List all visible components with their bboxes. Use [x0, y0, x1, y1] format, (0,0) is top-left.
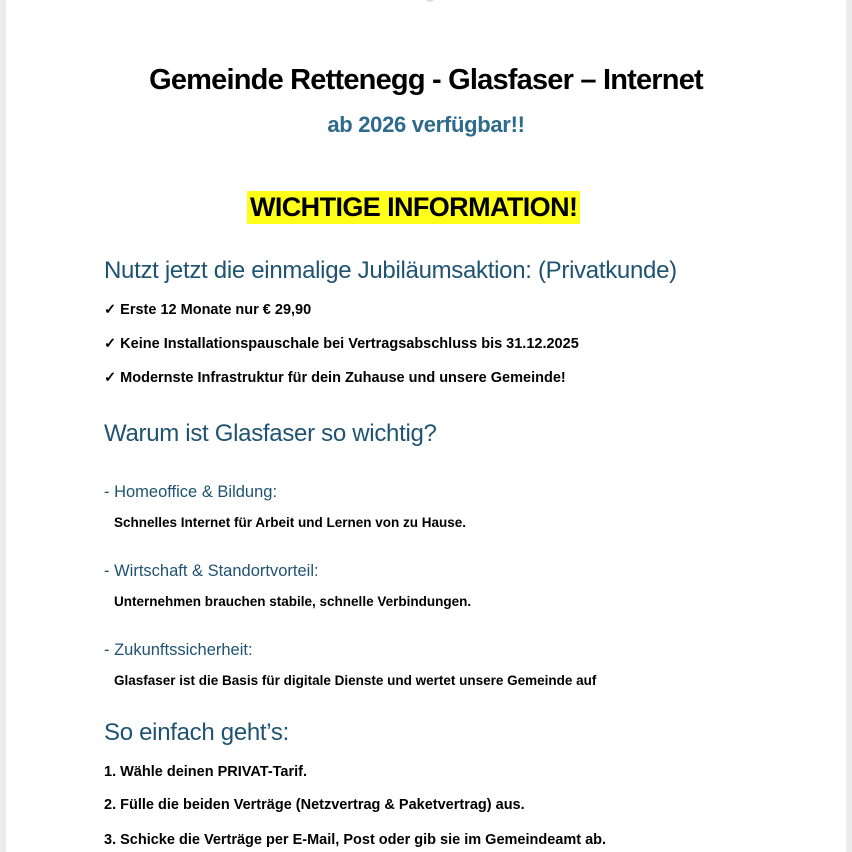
promo-heading: Nutzt jetzt die einmalige Jubiläumsaktion: (Privatkunde): [104, 257, 677, 284]
why-item-title: - Homeoffice & Bildung:: [104, 483, 278, 501]
why-item-title: - Wirtschaft & Standortvorteil:: [104, 562, 319, 580]
why-item-text: Schnelles Internet für Arbeit und Lernen von zu Hause.: [114, 515, 467, 530]
promo-item: ✓ Erste 12 Monate nur € 29,90: [104, 302, 312, 318]
highlighted-notice: WICHTIGE INFORMATION!: [247, 191, 580, 224]
subtitle: ab 2026 verfügbar!!: [327, 112, 525, 137]
step-item: 1. Wähle deinen PRIVAT-Tarif.: [104, 764, 308, 780]
page-title: Gemeinde Rettenegg - Glasfaser – Internet: [149, 64, 703, 96]
promo-item: ✓ Modernste Infrastruktur für dein Zuhause und unsere Gemeinde!: [104, 370, 566, 386]
why-heading: Warum ist Glasfaser so wichtig?: [104, 420, 437, 447]
promo-item: ✓ Keine Installationspauschale bei Vertragsabschluss bis 31.12.2025: [104, 336, 579, 352]
decorative-mark: [424, 0, 436, 2]
step-item: 3. Schicke die Verträge per E-Mail, Post oder gib sie im Gemeindeamt ab.: [104, 832, 607, 848]
steps-heading: So einfach geht’s:: [104, 719, 289, 746]
why-item-text: Unternehmen brauchen stabile, schnelle Verbindungen.: [114, 594, 472, 609]
step-item: 2. Fülle die beiden Verträge (Netzvertrag & Paketvertrag) aus.: [104, 797, 525, 813]
why-item-text: Glasfaser ist die Basis für digitale Dienste und wertet unsere Gemeinde auf: [114, 673, 597, 688]
why-item-title: - Zukunftssicherheit:: [104, 641, 253, 659]
